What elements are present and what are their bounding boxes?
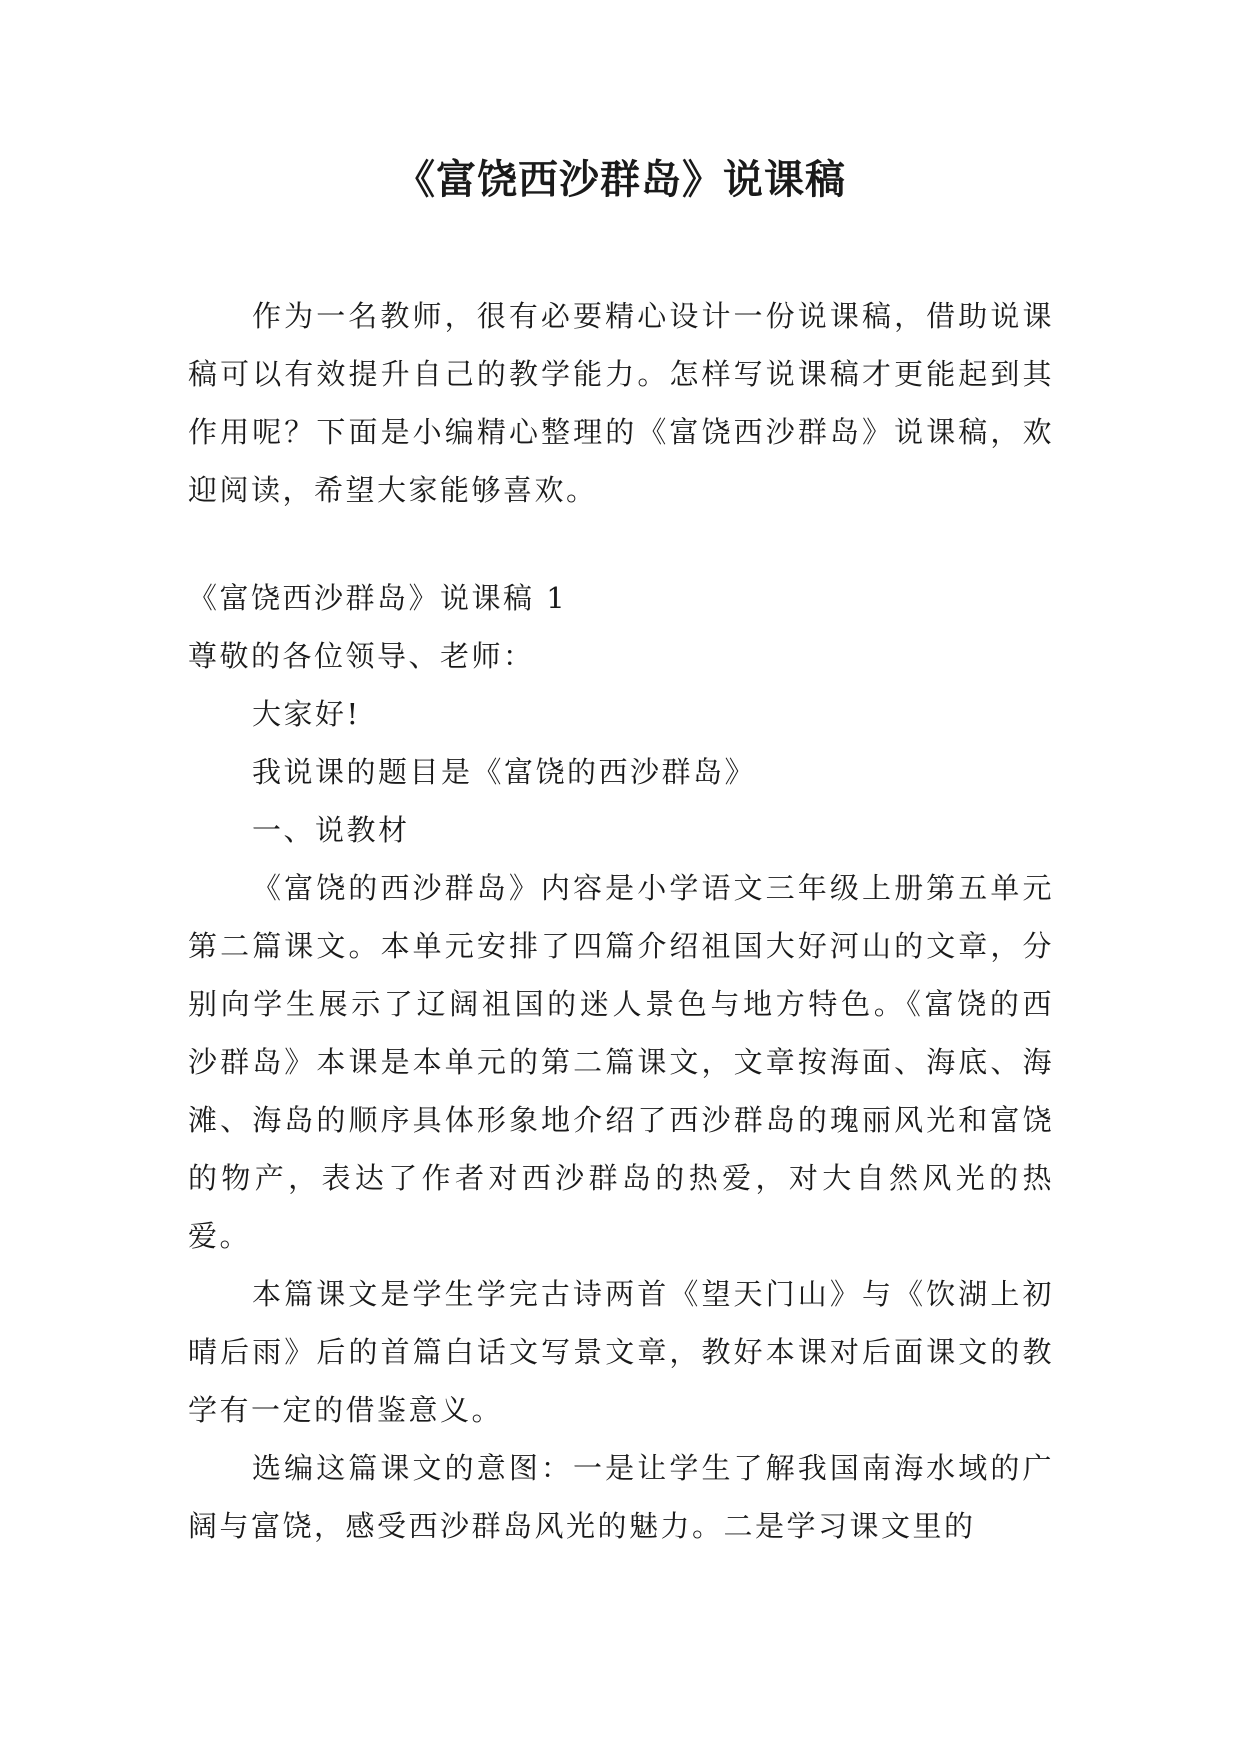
body-paragraph-2: 本篇课文是学生学完古诗两首《望天门山》与《饮湖上初晴后雨》后的首篇白话文写景文章，教好本课对后面课文的教学有一定的借鉴意义。 (188, 1277, 1054, 1427)
salutation: 尊敬的各位领导、老师： (188, 639, 535, 673)
intro-paragraph: 作为一名教师，很有必要精心设计一份说课稿，借助说课稿可以有效提升自己的教学能力。怎样写说课稿才更能起到其作用呢？下面是小编精心整理的《富饶西沙群岛》说课稿，欢迎阅读，希望大家能够喜欢。 (188, 299, 1054, 507)
document-body (188, 287, 1054, 1555)
body-paragraph-1: 《富饶的西沙群岛》内容是小学语文三年级上册第五单元第二篇课文。本单元安排了四篇介绍祖国大好河山的文章，分别向学生展示了辽阔祖国的迷人景色与地方特色。《富饶的西沙群岛》本课是本单元的第二篇课文，文章按海面、海底、海滩、海岛的顺序具体形象地介绍了西沙群岛的瑰丽风光和富饶的物产，表达了作者对西沙群岛的热爱，对大自然风光的热爱。 (188, 871, 1054, 1253)
document-title: 《富饶西沙群岛》说课稿 (395, 156, 846, 203)
paragraph-spacer (188, 519, 1054, 569)
part-one-heading: 一、说教材 (252, 813, 410, 847)
topic-line: 我说课的题目是《富饶的西沙群岛》 (252, 755, 757, 789)
greeting: 大家好! (252, 697, 361, 731)
body-paragraph-3: 选编这篇课文的意图：一是让学生了解我国南海水域的广阔与富饶，感受西沙群岛风光的魅力。二是学习课文里的 (188, 1451, 1054, 1543)
section-heading: 《富饶西沙群岛》说课稿 1 (188, 581, 568, 615)
